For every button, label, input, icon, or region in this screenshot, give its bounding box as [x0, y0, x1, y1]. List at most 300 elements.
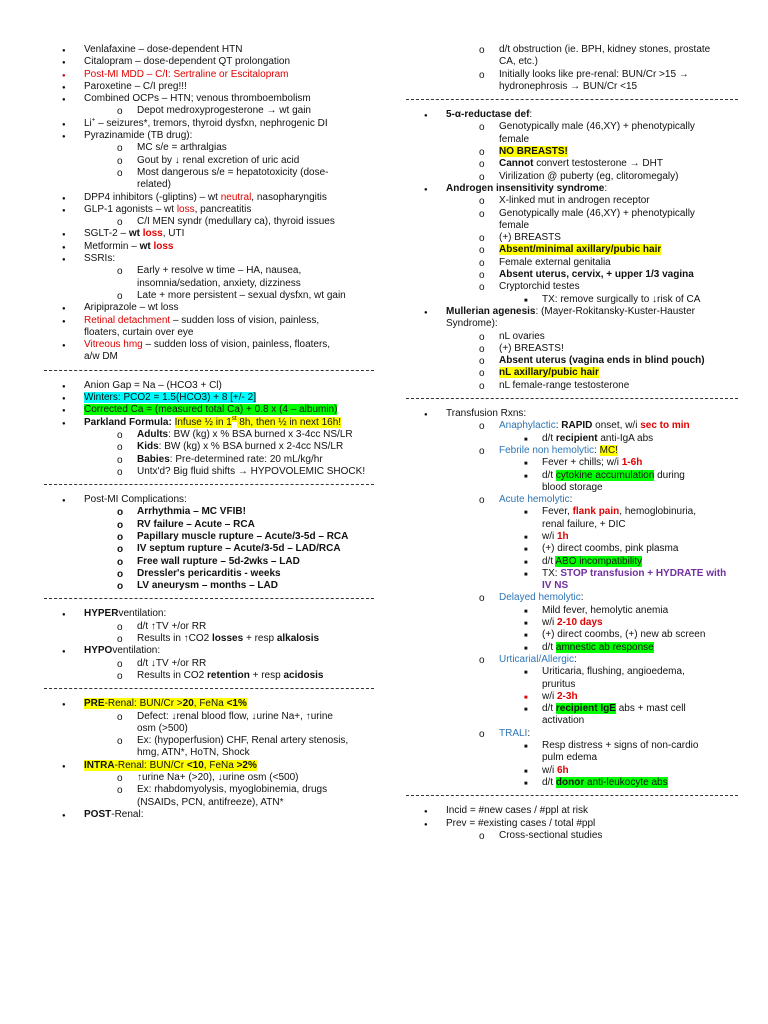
bullet-line: [406, 69, 738, 81]
text-run: Combined OCPs – HTN; venous thromboembolism: [84, 93, 311, 105]
bullet-line: [44, 105, 374, 117]
text-run: Results in ↑CO2: [137, 633, 213, 645]
text-run: floaters, curtain over eye: [84, 326, 194, 338]
bullet-line: [44, 228, 374, 240]
bullet-marker: [117, 621, 123, 634]
bullet-marker: [479, 69, 485, 82]
text-run: Results in CO2: [137, 669, 208, 681]
text-run: cytokine accumulation: [555, 469, 655, 481]
text-run: Post-MI Complications:: [84, 494, 187, 506]
text-run: Early + resolve w time – HA, nausea,: [137, 265, 302, 277]
text-run: retention: [207, 669, 250, 681]
bullet-line: [44, 809, 374, 821]
text-run: + resp: [243, 633, 277, 645]
bullet-marker: [117, 216, 123, 229]
bullet-line: [44, 556, 374, 568]
bullet-line: [406, 408, 738, 420]
acid-base-formulas-section: [44, 380, 374, 478]
text-run: Late + more persistent – sexual dysfxn, wt gain: [137, 289, 346, 301]
bullet-line: [44, 380, 374, 392]
text-run: Initially looks like pre-renal: BUN/Cr >15 →: [499, 68, 689, 80]
bullet-line: [406, 281, 738, 293]
bullet-marker: [117, 105, 123, 118]
text-run: 1h: [557, 530, 569, 542]
bullet-line: [44, 466, 374, 478]
continuation-line: [406, 715, 738, 727]
bullet-line: [44, 241, 374, 253]
text-run: IV NS: [542, 580, 569, 592]
text-run: abs + mast cell: [615, 703, 686, 715]
text-run: 6h: [557, 764, 569, 776]
bullet-line: [44, 204, 374, 216]
bullet-marker: [479, 195, 485, 208]
bullet-line: [44, 735, 374, 747]
bullet-line: [406, 818, 738, 830]
bullet-marker: [479, 830, 485, 843]
bullet-line: [44, 118, 374, 130]
text-run: CA, etc.): [499, 56, 538, 68]
text-run: d/t obstruction (ie. BPH, kidney stones, prostate: [499, 44, 711, 55]
bullet-line: [406, 343, 738, 355]
bullet-marker: [479, 269, 485, 282]
continuation-line: [406, 220, 738, 232]
text-run: d/t: [542, 641, 556, 653]
text-run: -Renal: BUN/Cr: [114, 759, 187, 771]
continuation-line: [406, 134, 738, 146]
text-run: Anion Gap = Na – (HCO3 + Cl): [84, 379, 222, 391]
text-run: MC!: [599, 444, 618, 456]
text-run: nL axillary/pubic hair: [499, 367, 599, 379]
text-run: Free wall rupture – 5d-2wks – LAD: [137, 555, 300, 567]
text-run: Depot medroxyprogesterone → wt gain: [137, 105, 311, 117]
text-run: (NSAIDs, PCN, antifreeze), ATN*: [137, 796, 284, 808]
bullet-line: [406, 556, 738, 568]
text-run: 8h, then ½ in next 16h!: [236, 416, 342, 428]
bullet-marker: [117, 772, 123, 785]
bullet-line: [406, 568, 738, 580]
bullet-line: [406, 543, 738, 555]
bullet-marker: [117, 167, 123, 180]
bullet-marker: [479, 146, 485, 159]
bullet-line: [406, 183, 738, 195]
bullet-line: [44, 216, 374, 228]
text-run: INTRA: [84, 759, 115, 771]
text-run: Fever + chills; w/i: [542, 457, 622, 469]
text-run: Aripiprazole – wt loss: [84, 302, 179, 314]
bullet-line: [44, 772, 374, 784]
text-run: HYPO: [84, 645, 113, 657]
text-run: Incid = #new cases / #ppl at risk: [446, 805, 589, 817]
bullet-line: [406, 605, 738, 617]
text-run: Vitreous hmg: [84, 339, 143, 351]
text-run: Winters: PCO2 = 1.5(HCO3) + 8 [+/- 2]: [84, 392, 257, 404]
continuation-line: [406, 580, 738, 592]
text-run: Virilization @ puberty (eg, clitoromegaly): [499, 170, 679, 182]
text-run: Ex: (hypoperfusion) CHF, Renal artery stenosis,: [137, 735, 349, 747]
text-run: neutral: [220, 191, 252, 203]
section-divider: [44, 598, 374, 600]
text-run: Venlafaxine – dose-dependent HTN: [84, 44, 243, 55]
bullet-line: [44, 81, 374, 93]
bullet-line: [406, 830, 738, 842]
bullet-marker: [117, 142, 123, 155]
bullet-marker: [117, 556, 123, 569]
text-run: : BW (kg) x % BSA burned x 2-4cc NS/LR: [158, 441, 344, 453]
text-run: female: [499, 133, 530, 145]
bullet-line: [406, 470, 738, 482]
bullet-marker: [117, 466, 123, 479]
text-run: Babies: [137, 453, 170, 465]
text-run: loss: [176, 203, 195, 215]
bullet-marker: [524, 777, 528, 791]
text-run: d/t: [542, 703, 556, 715]
text-run: pulm edema: [542, 752, 598, 764]
text-run: Genotypically male (46,XY) + phenotypically: [499, 121, 695, 133]
section-divider: [406, 99, 738, 101]
text-run: w/i: [542, 530, 557, 542]
text-run: GLP-1 agonists – wt: [84, 203, 177, 215]
drug-side-effects-section: [44, 44, 374, 364]
text-run: hydronephrosis → BUN/Cr <15: [499, 80, 638, 92]
text-run: Kids: [137, 441, 159, 453]
bullet-line: [406, 171, 738, 183]
text-run: d/t ↑TV +/or RR: [137, 620, 207, 632]
bullet-line: [406, 109, 738, 121]
continuation-line: [406, 679, 738, 691]
bullet-line: [44, 543, 374, 555]
text-run: Ex: rhabdomyolysis, myoglobinemia, drugs: [137, 784, 328, 796]
bullet-line: [44, 417, 374, 429]
text-run: osm (>500): [137, 722, 188, 734]
text-run: Delayed hemolytic: [499, 592, 581, 604]
text-run: -Renal: BUN/Cr >: [104, 698, 183, 710]
bullet-marker: [479, 44, 485, 57]
text-run: Pyrazinamide (TB drug):: [84, 130, 193, 142]
continuation-line: [406, 752, 738, 764]
bullet-line: [44, 404, 374, 416]
text-run: Retinal detachment: [84, 314, 171, 326]
bullet-line: [406, 420, 738, 432]
text-run: hmg, ATN*, HoTN, Shock: [137, 747, 250, 759]
text-run: : (Mayer-Rokitansky-Kuster-Hauster: [535, 305, 695, 317]
bullet-marker: [117, 290, 123, 303]
bullet-line: [406, 380, 738, 392]
text-run: female: [499, 219, 530, 231]
bullet-line: [44, 44, 374, 56]
bullet-line: [44, 155, 374, 167]
bullet-line: [44, 339, 374, 351]
text-run: 5-α-reductase def: [446, 109, 530, 121]
text-run: 2-3h: [557, 690, 578, 702]
text-run: ↑urine Na+ (>20), ↓urine osm (<500): [137, 772, 299, 784]
text-run: : BW (kg) x % BSA burned x 3-4cc NS/LR: [168, 428, 353, 440]
continuation-line: [44, 351, 374, 363]
text-run: (+) BREASTS!: [499, 342, 564, 354]
bullet-line: [44, 429, 374, 441]
text-run: NO BREASTS!: [499, 146, 568, 158]
text-run: (+) direct coombs, pink plasma: [542, 543, 679, 555]
text-run: Parkland Formula:: [84, 416, 175, 428]
section-divider: [44, 688, 374, 690]
bullet-line: [406, 506, 738, 518]
continuation-line: [406, 318, 738, 330]
bullet-line: [44, 760, 374, 772]
bullet-marker: [479, 171, 485, 184]
text-run: STOP transfusion + HYDRATE with: [560, 567, 727, 579]
continuation-line: [44, 179, 374, 191]
text-run: -Renal:: [111, 808, 144, 820]
bullet-line: [44, 645, 374, 657]
text-run: Resp distress + signs of non-cardio: [542, 740, 699, 752]
text-run: ventilation:: [112, 645, 161, 657]
bullet-line: [406, 208, 738, 220]
bullet-marker: [479, 158, 485, 171]
bullet-line: [406, 257, 738, 269]
text-run: Adults: [137, 428, 169, 440]
text-run: HYPER: [84, 608, 119, 620]
bullet-marker: [479, 654, 485, 667]
text-run: Uriticaria, flushing, angioedema,: [542, 666, 685, 678]
text-run: insomnia/sedation, anxiety, dizziness: [137, 277, 301, 289]
bullet-line: [44, 506, 374, 518]
text-run: anti-IgA abs: [597, 432, 654, 444]
bullet-line: [44, 290, 374, 302]
bullet-line: [406, 728, 738, 740]
text-run: , pancreatitis: [194, 203, 252, 215]
text-run: Metformin –: [84, 240, 140, 252]
text-run: Anaphylactic: [499, 420, 556, 432]
text-run: – sudden loss of vision, painless,: [170, 314, 320, 326]
bullet-line: [406, 294, 738, 306]
text-run: , FeNa: [203, 759, 237, 771]
bullet-line: [44, 698, 374, 710]
bullet-marker: [117, 441, 123, 454]
text-run: (+) BREASTS: [499, 232, 561, 244]
text-run: Febrile non hemolytic: [499, 444, 595, 456]
text-run: anti-leukocyte abs: [584, 776, 668, 788]
bullet-line: [44, 531, 374, 543]
bullet-marker: [479, 420, 485, 433]
right-column: [406, 44, 738, 842]
bullet-line: [406, 703, 738, 715]
bullet-line: [44, 454, 374, 466]
text-run: Mullerian agenesis: [446, 305, 536, 317]
continuation-line: [44, 797, 374, 809]
text-run: donor: [555, 776, 585, 788]
bullet-line: [406, 244, 738, 256]
bullet-line: [406, 494, 738, 506]
bullet-line: [406, 654, 738, 666]
bullet-line: [44, 621, 374, 633]
bullet-line: [44, 441, 374, 453]
bullet-line: [44, 633, 374, 645]
text-run: TX:: [542, 567, 561, 579]
continuation-line: [44, 747, 374, 759]
bullet-marker: [479, 592, 485, 605]
text-run: RV failure – Acute – RCA: [137, 518, 255, 530]
text-run: MC s/e = arthralgias: [137, 142, 227, 154]
bullet-marker: [479, 445, 485, 458]
text-run: SGLT-2 –: [84, 228, 129, 240]
bullet-marker: [117, 543, 123, 556]
text-run: , nasopharyngitis: [251, 191, 327, 203]
text-run: wt: [139, 240, 154, 252]
bullet-line: [44, 670, 374, 682]
text-run: alkalosis: [276, 633, 320, 645]
text-run: POST: [84, 808, 112, 820]
text-run: Absent uterus, cervix, + upper 1/3 vagina: [499, 269, 694, 281]
text-run: Fever,: [542, 506, 573, 518]
bullet-marker: [479, 380, 485, 393]
bullet-marker: [117, 711, 123, 724]
bullet-line: [406, 691, 738, 703]
text-run: loss: [142, 228, 163, 240]
bullet-line: [406, 269, 738, 281]
bullet-marker: [62, 809, 66, 823]
text-run: ventilation:: [118, 608, 167, 620]
text-run: during: [654, 469, 685, 481]
bullet-line: [44, 608, 374, 620]
text-run: + resp: [249, 669, 284, 681]
bullet-marker: [117, 454, 123, 467]
bullet-line: [44, 192, 374, 204]
text-run: amnestic ab response: [555, 641, 654, 653]
continuation-line: [406, 81, 738, 93]
text-run: Citalopram – dose-dependent QT prolongation: [84, 56, 291, 68]
bullet-marker: [117, 519, 123, 532]
section-divider: [406, 398, 738, 400]
bullet-line: [44, 711, 374, 723]
bullet-marker: [117, 531, 123, 544]
text-run: recipient IgE: [555, 703, 616, 715]
text-run: Absent/minimal axillary/pubic hair: [499, 244, 662, 256]
bullet-marker: [117, 580, 123, 593]
text-run: sec to min: [640, 420, 690, 432]
text-run: :: [527, 727, 531, 739]
text-run: d/t ↓TV +/or RR: [137, 657, 207, 669]
bullet-line: [406, 740, 738, 752]
bullet-line: [44, 56, 374, 68]
text-run: >2%: [236, 759, 257, 771]
text-run: pruritus: [542, 678, 576, 690]
text-run: :: [574, 653, 577, 665]
text-run: <1%: [226, 698, 247, 710]
bullet-marker: [479, 343, 485, 356]
section-divider: [406, 795, 738, 797]
bullet-line: [406, 805, 738, 817]
text-run: ABO incompatibility: [555, 555, 643, 567]
text-run: nL ovaries: [499, 330, 545, 342]
epidemiology-section: [406, 805, 738, 842]
sex-development-disorders-section: [406, 109, 738, 392]
text-run: related): [137, 179, 171, 191]
text-run: Cross-sectional studies: [499, 829, 603, 841]
text-run: +: [91, 117, 96, 124]
text-run: :: [529, 109, 533, 121]
text-run: Infuse ½ in 1: [174, 416, 232, 428]
text-run: 2-10 days: [557, 617, 603, 629]
text-run: 1-6h: [621, 457, 643, 469]
continuation-line: [406, 519, 738, 531]
bullet-line: [44, 265, 374, 277]
bullet-marker: [479, 257, 485, 270]
text-run: :: [555, 420, 562, 432]
text-run: d/t: [542, 776, 556, 788]
text-run: w/i: [542, 690, 557, 702]
bullet-line: [406, 146, 738, 158]
bullet-line: [406, 44, 738, 56]
left-column: [44, 44, 374, 821]
text-run: PRE: [84, 698, 105, 710]
text-run: Acute hemolytic: [499, 494, 570, 506]
text-run: w/i: [542, 764, 557, 776]
text-run: recipient: [555, 432, 598, 444]
continuation-line: [44, 278, 374, 290]
continuation-line: [44, 723, 374, 735]
bullet-marker: [479, 355, 485, 368]
text-run: Most dangerous s/e = hepatotoxicity (dose-: [137, 166, 329, 178]
bullet-line: [44, 658, 374, 670]
bullet-line: [44, 494, 374, 506]
text-run: DPP4 inhibitors (-gliptins) – wt: [84, 191, 221, 203]
text-run: blood storage: [542, 481, 603, 493]
text-run: :: [569, 494, 573, 506]
continuation-line: [44, 327, 374, 339]
bullet-marker: [479, 728, 485, 741]
text-run: Cryptorchid testes: [499, 281, 580, 293]
bullet-marker: [117, 155, 123, 168]
text-run: loss: [153, 240, 174, 252]
text-run: , hemoglobinuria,: [619, 506, 696, 518]
text-run: Syndrome):: [446, 318, 498, 330]
bullet-marker: [117, 568, 123, 581]
text-run: Post-MI MDD – C/I: Sertraline or Escitalopram: [84, 68, 289, 80]
bullet-line: [44, 69, 374, 81]
text-run: Absent uterus (vagina ends in blind pouch): [499, 355, 705, 367]
bullet-line: [44, 519, 374, 531]
text-run: Female external genitalia: [499, 256, 611, 268]
bullet-line: [44, 568, 374, 580]
bullet-marker: [479, 244, 485, 257]
bullet-line: [44, 392, 374, 404]
bullet-line: [406, 306, 738, 318]
post-renal-details-section: [406, 44, 738, 93]
bullet-line: [406, 433, 738, 445]
text-run: wt: [128, 228, 143, 240]
bullet-line: [406, 232, 738, 244]
text-run: Androgen insensitivity syndrome: [446, 182, 605, 194]
text-run: Genotypically male (46,XY) + phenotypically: [499, 207, 695, 219]
bullet-marker: [117, 633, 123, 646]
bullet-line: [406, 666, 738, 678]
text-run: d/t: [542, 432, 556, 444]
text-run: LV aneurysm – months – LAD: [137, 580, 278, 592]
continuation-line: [406, 482, 738, 494]
bullet-line: [406, 457, 738, 469]
bullet-line: [44, 142, 374, 154]
bullet-line: [406, 765, 738, 777]
text-run: Li: [84, 117, 92, 129]
text-run: Cannot: [499, 158, 534, 170]
bullet-marker: [479, 281, 485, 294]
bullet-marker: [117, 658, 123, 671]
text-run: renal failure, + DIC: [542, 518, 626, 530]
continuation-line: [406, 56, 738, 68]
bullet-marker: [117, 265, 123, 278]
bullet-line: [406, 195, 738, 207]
text-run: Arrhythmia – MC VFIB!: [137, 506, 246, 518]
bullet-line: [406, 617, 738, 629]
